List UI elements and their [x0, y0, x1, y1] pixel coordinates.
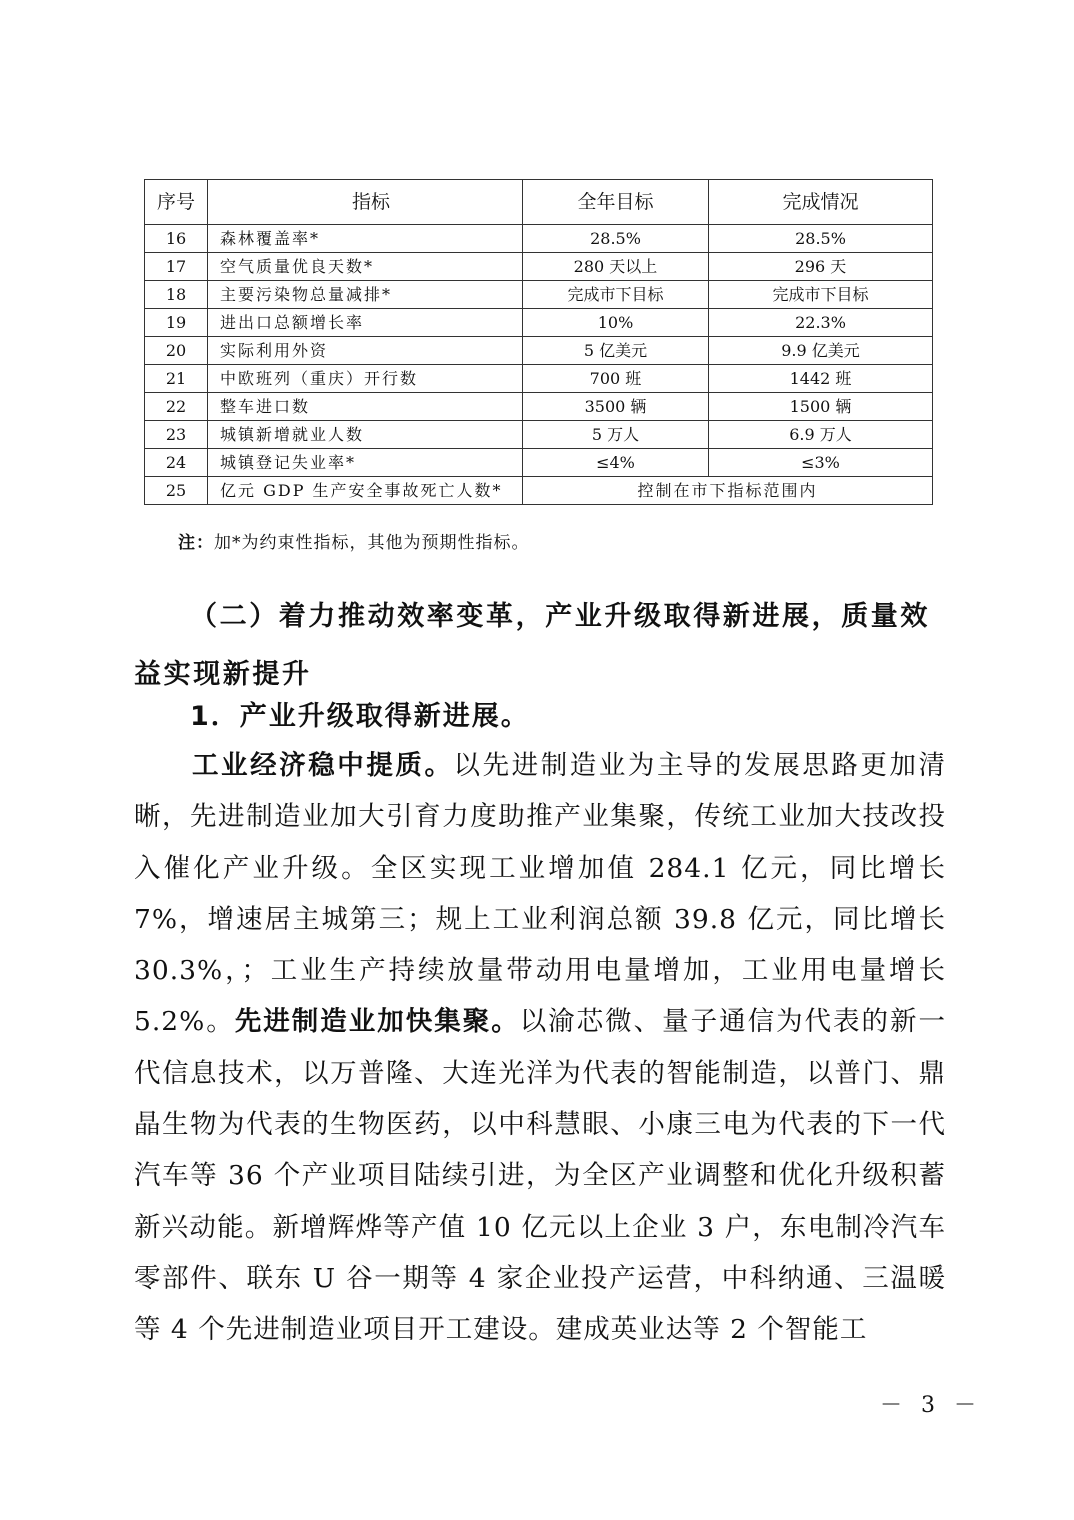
- subheading: 1．产业升级取得新进展。: [190, 701, 530, 732]
- row-target: ≤4%: [523, 449, 709, 477]
- table-row: [145, 365, 933, 393]
- table-row: [145, 421, 933, 449]
- row-no: 25: [145, 477, 208, 505]
- row-indicator: 整车进口数: [208, 393, 523, 421]
- header-no: 序号: [145, 180, 208, 225]
- paragraph-text-2: 以渝芯微、量子通信为代表的新一代信息技术，以万普隆、大连光洋为代表的智能制造，以普门、鼎晶生物为代表的生物医药，以中科慧眼、小康三电为代表的下一代汽车等 36 个产业项目陆续引进，为全区产业调整和优化升级积蓄新兴动能。新增辉烨等产值 10 亿元以上企业 3 户，东电制冷汽车零部件、联东 U 谷一期等 4 家企业投产运营，中科纳通、三温暖等 4 个先进制造业项目开工建设。建成英业达等 2 个智能工: [134, 1006, 947, 1346]
- table-row: [145, 281, 933, 309]
- header-target: 全年目标: [523, 180, 709, 225]
- indicator-table: [144, 179, 933, 505]
- row-no: 23: [145, 421, 208, 449]
- row-target: 3500 辆: [523, 393, 709, 421]
- row-no: 20: [145, 337, 208, 365]
- row-target: 28.5%: [523, 225, 709, 253]
- row-no: 17: [145, 253, 208, 281]
- row-indicator: 进出口总额增长率: [208, 309, 523, 337]
- row-no: 24: [145, 449, 208, 477]
- row-no: 22: [145, 393, 208, 421]
- row-indicator: 城镇新增就业人数: [208, 421, 523, 449]
- row-no: 21: [145, 365, 208, 393]
- note-text: 加*为约束性指标，其他为预期性指标。: [214, 533, 530, 553]
- row-merged-value: 控制在市下指标范围内: [523, 477, 933, 505]
- row-result: 完成市下目标: [709, 281, 933, 309]
- row-indicator: 森林覆盖率*: [208, 225, 523, 253]
- row-indicator: 城镇登记失业率*: [208, 449, 523, 477]
- row-indicator: 实际利用外资: [208, 337, 523, 365]
- row-result: 296 天: [709, 253, 933, 281]
- page-number: － 3 －: [880, 1393, 982, 1418]
- row-result: ≤3%: [709, 449, 933, 477]
- row-no: 18: [145, 281, 208, 309]
- table-row: [145, 225, 933, 253]
- table-row: [145, 309, 933, 337]
- paragraph-lead-2: 先进制造业加快集聚。: [234, 1006, 520, 1038]
- row-result: 22.3%: [709, 309, 933, 337]
- table-row: [145, 449, 933, 477]
- section-heading: （二）着力推动效率变革，产业升级取得新进展，质量效益实现新提升: [134, 601, 930, 690]
- paragraph-lead-1: 工业经济稳中提质。: [192, 750, 454, 781]
- table-row: [145, 337, 933, 365]
- row-no: 19: [145, 309, 208, 337]
- row-result: 6.9 万人: [709, 421, 933, 449]
- row-indicator: 亿元 GDP 生产安全事故死亡人数*: [208, 477, 523, 505]
- row-result: 1500 辆: [709, 393, 933, 421]
- row-target: 完成市下目标: [523, 281, 709, 309]
- table-row: [145, 477, 933, 505]
- row-result: 1442 班: [709, 365, 933, 393]
- header-indicator: 指标: [208, 180, 523, 225]
- row-target: 700 班: [523, 365, 709, 393]
- table-row: [145, 393, 933, 421]
- header-result: 完成情况: [709, 180, 933, 225]
- table-note: [178, 528, 530, 553]
- body-paragraph: [134, 740, 946, 1356]
- row-result: 28.5%: [709, 225, 933, 253]
- row-target: 5 万人: [523, 421, 709, 449]
- table-header-row: [145, 180, 933, 225]
- row-target: 280 天以上: [523, 253, 709, 281]
- row-indicator: 空气质量优良天数*: [208, 253, 523, 281]
- row-result: 9.9 亿美元: [709, 337, 933, 365]
- row-target: 5 亿美元: [523, 337, 709, 365]
- row-indicator: 中欧班列（重庆）开行数: [208, 365, 523, 393]
- row-target: 10%: [523, 309, 709, 337]
- row-no: 16: [145, 225, 208, 253]
- table-row: [145, 253, 933, 281]
- row-indicator: 主要污染物总量减排*: [208, 281, 523, 309]
- paragraph-text-1: 以先进制造业为主导的发展思路更加清晰，先进制造业加大引育力度助推产业集聚，传统工业加大技改投入催化产业升级。全区实现工业增加值 284.1 亿元，同比增长 7%，增速居主城第三；规上工业利润总额 39.8 亿元，同比增长 30.3%，；工业生产持续放量带动用电量增加，工业用电量增长 5.2%。: [134, 750, 947, 1038]
- note-label: 注：: [178, 533, 214, 553]
